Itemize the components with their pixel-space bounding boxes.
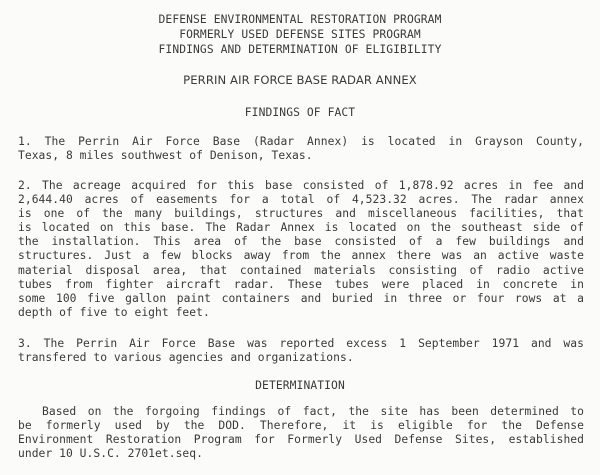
determination-paragraph [18, 405, 584, 461]
paragraph-3-line: 3. The Perrin Air Force Base was reported excess 1 September 1971 and was [18, 337, 584, 350]
paragraph-2-line: some 100 five gallon paint containers and buried in three or four rows at a [18, 291, 584, 305]
paragraph-1 [18, 135, 584, 163]
paragraph-1-line: Texas, 8 miles southwest of Denison, Texas. [18, 149, 313, 163]
header-line-program: DEFENSE ENVIRONMENTAL RESTORATION PROGRAM [158, 13, 442, 26]
determination-line: Environment Restoration Program for Formerly Used Defense Sites, established [18, 433, 584, 447]
header-line-findings: FINDINGS AND DETERMINATION OF ELIGIBILITY [158, 43, 442, 56]
paragraph-2-line: tubes from fighter aircraft radar. These tubes were placed in concrete in [18, 277, 584, 291]
paragraph-2-line: the installation. This area of the base consisted of a few buildings and [18, 235, 584, 249]
determination-line: be formerly used by the DOD. Therefore, it is eligible for the Defense [18, 419, 584, 433]
paragraph-2-line: is located on this base. The Radar Annex is located on the southeast side of [18, 221, 584, 235]
paragraph-2-line: 2,644.40 acres of easements for a total of 4,523.32 acres. The radar annex [18, 193, 584, 207]
paragraph-3-line: transfered to various agencies and organizations. [18, 351, 354, 365]
paragraph-2-line: 2. The acreage acquired for this base consisted of 1,878.92 acres in fee and [18, 179, 584, 192]
paragraph-2-line: material disposal area, that contained materials consisting of radio active [18, 263, 584, 277]
paragraph-3 [18, 337, 584, 365]
findings-heading: FINDINGS OF FACT [244, 106, 356, 119]
determination-heading: DETERMINATION [255, 379, 345, 392]
determination-line: under 10 U.S.C. 2701et.seq. [18, 447, 203, 461]
site-title: PERRIN AIR FORCE BASE RADAR ANNEX [183, 73, 417, 87]
header-line-fuds: FORMERLY USED DEFENSE SITES PROGRAM [179, 28, 421, 41]
paragraph-2 [18, 179, 584, 320]
paragraph-2-line: structures. Just a few blocks away from the annex there was an active waste [18, 249, 584, 263]
paragraph-2-line: is one of the many buildings, structures and miscellaneous facilities, that [18, 207, 584, 221]
determination-line: Based on the forgoing findings of fact, the site has been determined to [42, 405, 584, 418]
paragraph-2-line: depth of five to eight feet. [18, 305, 210, 319]
paragraph-1-line: 1. The Perrin Air Force Base (Radar Annex) is located in Grayson County, [18, 135, 584, 148]
